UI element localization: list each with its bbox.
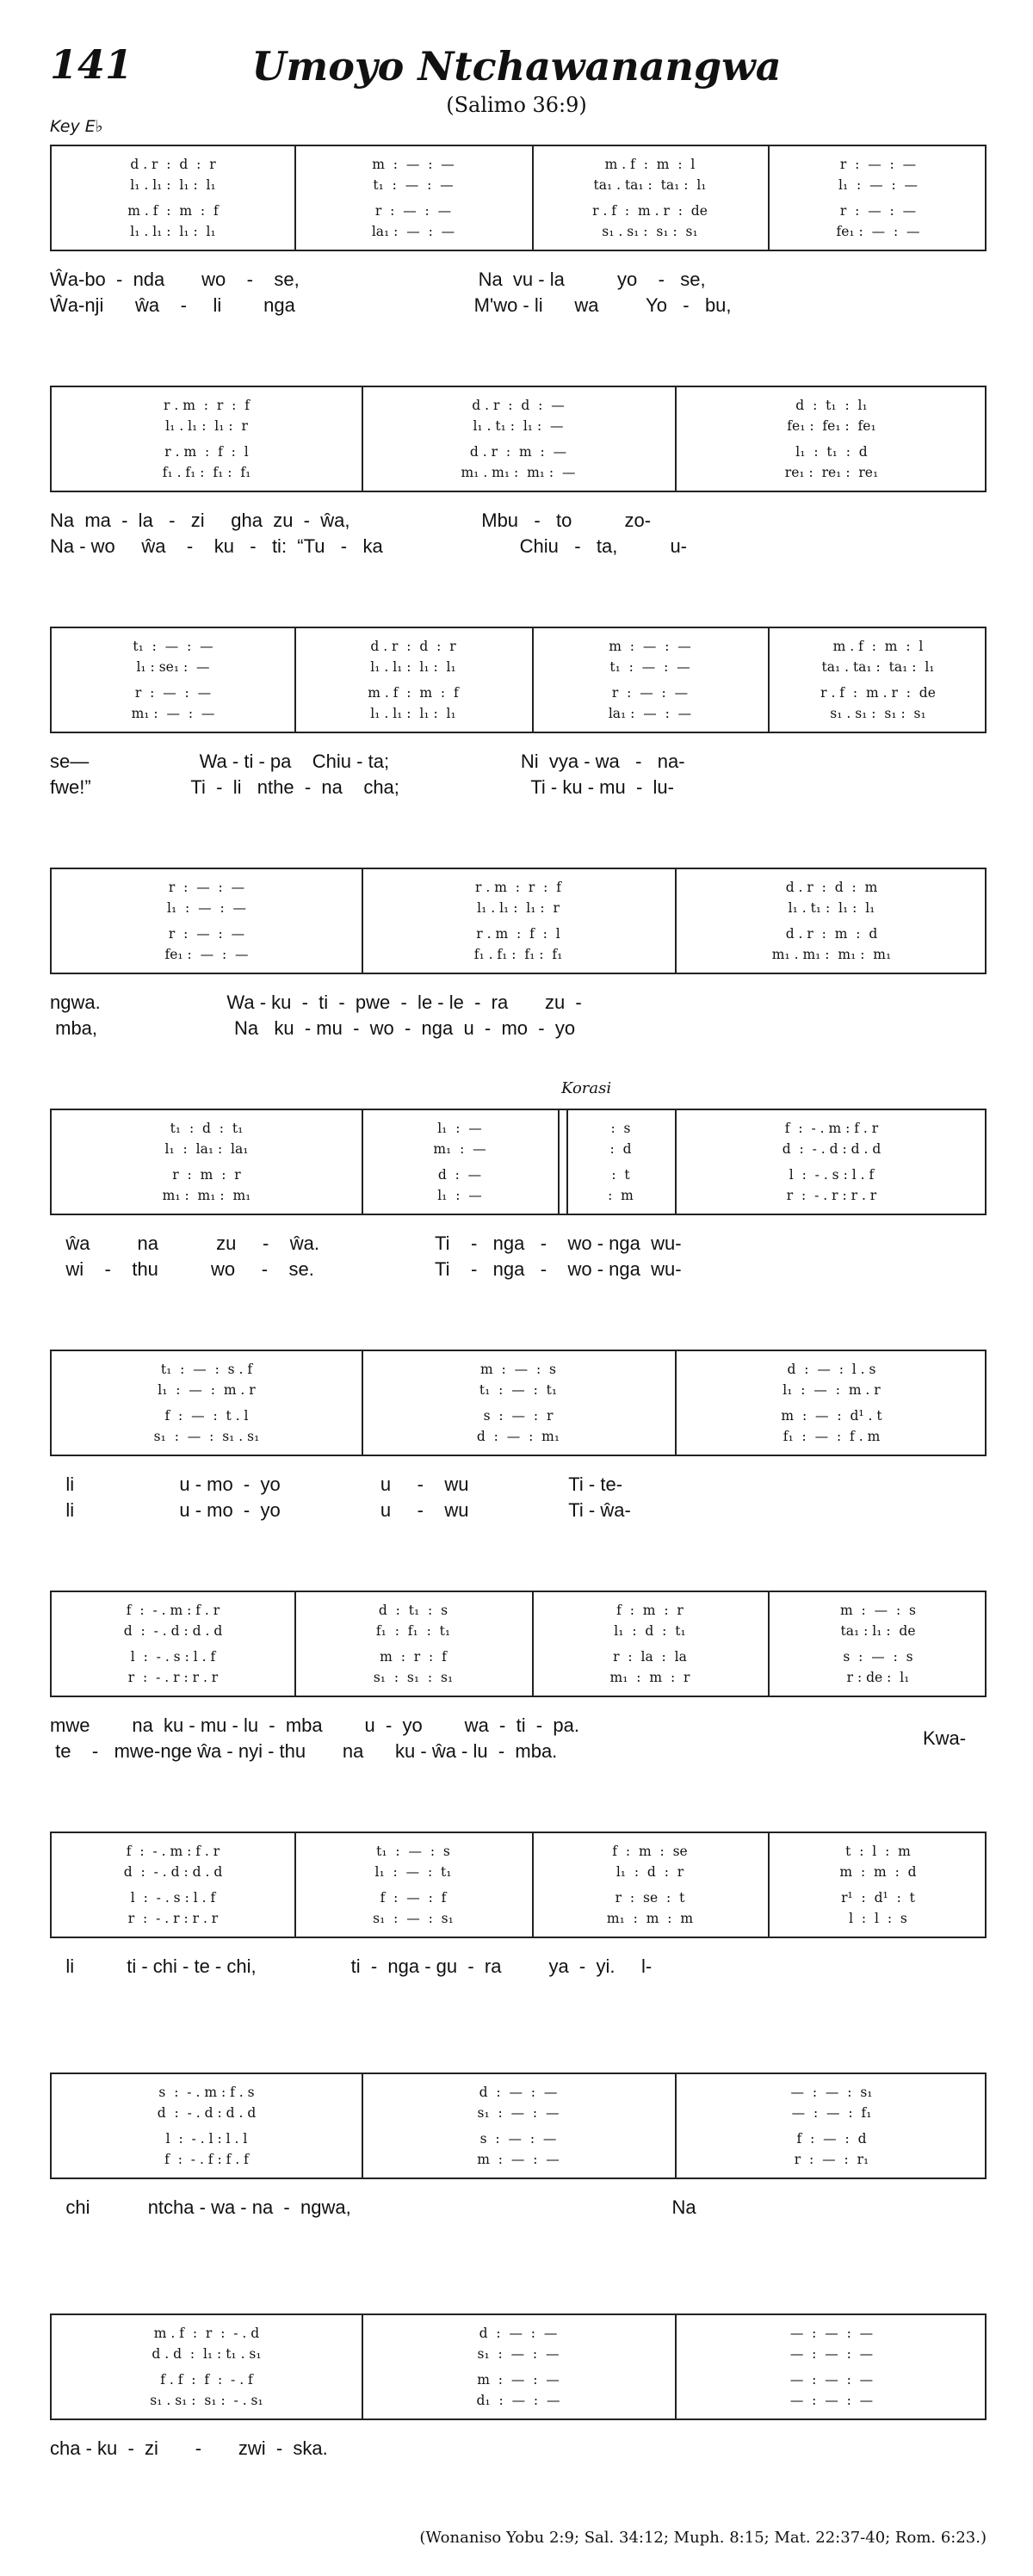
solfa-part: s₁ . s₁ : s₁ : s₁ [830, 705, 926, 721]
lyric-line: wi - thu wo - se. Ti - nga - wo - nga wu- [50, 1258, 682, 1280]
solfa-part: l₁ . t₁ : l₁ : — [473, 417, 564, 434]
solfa-part: f : - . f : f . f [164, 2151, 249, 2167]
measure [374, 387, 663, 491]
solfa-part: m₁ . m₁ : m₁ : — [461, 464, 576, 480]
measure [544, 628, 756, 732]
solfa-part: m₁ : — : — [131, 705, 215, 721]
measure [687, 1351, 976, 1455]
solfa-part: l₁ . l₁ : l₁ : l₁ [370, 658, 456, 675]
solfa-part: f : m : r [616, 1602, 684, 1618]
bar-line [362, 387, 363, 491]
measure [687, 2074, 976, 2178]
solfa-part: l₁ : — [437, 1120, 482, 1136]
solfa-part: s : — : s [843, 1648, 913, 1665]
solfa-part: d . r : d : m [785, 879, 878, 895]
bar-line [294, 1833, 296, 1937]
solfa-part: d . r : d : — [472, 397, 565, 413]
solfa-part: r . m : r : f [164, 397, 250, 413]
solfa-part: f : m : se [612, 1843, 688, 1859]
solfa-part: re₁ : re₁ : re₁ [784, 464, 879, 480]
solfa-part: m : — : s [839, 1602, 916, 1618]
solfa-part: r : — : — [134, 684, 212, 701]
solfa-part: s₁ : — : s₁ . s₁ [153, 1428, 260, 1444]
bar-line [675, 387, 677, 491]
score-system [50, 386, 987, 492]
solfa-part: d : - . d : d . d [157, 2104, 257, 2121]
solfa-part: m : — : s [479, 1361, 556, 1377]
solfa-part: m₁ : m : m [606, 1910, 694, 1926]
solfa-part: d : — : l . s [787, 1361, 876, 1377]
solfa-part: — : — : s₁ [790, 2084, 873, 2100]
solfa-part: l₁ . l₁ : l₁ : l₁ [370, 705, 456, 721]
measure [780, 146, 976, 250]
solfa-part: r : — : — [611, 684, 689, 701]
measure [306, 1592, 520, 1696]
solfa-part: s : — : r [483, 1407, 554, 1424]
measure [374, 869, 663, 973]
solfa-part: r . m : r : f [475, 879, 561, 895]
measure [64, 1110, 349, 1214]
score-system [50, 868, 987, 974]
solfa-part: fe₁ : fe₁ : fe₁ [787, 417, 876, 434]
bar-line [362, 1351, 363, 1455]
solfa-part: s₁ . s₁ : s₁ : - . s₁ [150, 2392, 263, 2408]
solfa-part: m : — : — [609, 638, 691, 654]
solfa-part: f : — : d [796, 2130, 867, 2147]
solfa-part: r . f : m . r : de [592, 202, 708, 219]
measure [374, 2074, 663, 2178]
lyric-line: chi ntcha - wa - na - ngwa, Na [50, 2196, 696, 2218]
solfa-part: ta₁ . ta₁ : ta₁ : l₁ [593, 176, 707, 193]
measure [374, 1351, 663, 1455]
solfa-part: l : - . l : l . l [165, 2130, 248, 2147]
solfa-part: m . f : m : l [832, 638, 924, 654]
solfa-part: r : — : — [839, 156, 917, 172]
solfa-part: d . d : l₁ : t₁ . s₁ [152, 2345, 262, 2362]
solfa-part: d : t₁ : s [378, 1602, 448, 1618]
solfa-part: r . m : f : l [476, 925, 560, 942]
solfa-part: — : — : — [789, 2325, 874, 2341]
lyric-line: ŵa na zu - ŵa. Ti - nga - wo - nga wu- [50, 1232, 682, 1254]
lyric-line: fwe!” Ti - li nthe - na cha; Ti - ku - mu - lu- [50, 776, 674, 798]
solfa-part: f . f : f : - . f [160, 2371, 253, 2388]
solfa-part: r : la : la [613, 1648, 687, 1665]
solfa-part: l₁ : se₁ : — [136, 658, 210, 675]
bar-line [558, 1110, 560, 1214]
solfa-part: m : — : — [372, 156, 455, 172]
solfa-part: d : t₁ : l₁ [795, 397, 868, 413]
solfa-part: d . r : m : — [469, 443, 567, 460]
solfa-part: m : — : d¹ . t [781, 1407, 882, 1424]
measure [306, 1833, 520, 1937]
solfa-part: r : — : — [839, 202, 917, 219]
bar-line [532, 1833, 534, 1937]
solfa-part: l₁ . l₁ : l₁ : l₁ [130, 176, 216, 193]
bar-line [532, 146, 534, 250]
solfa-part: d : — : m₁ [476, 1428, 560, 1444]
solfa-part: l₁ : la₁ : la₁ [164, 1140, 249, 1157]
solfa-part: r : — : — [168, 879, 245, 895]
solfa-part: d . r : d : r [370, 638, 456, 654]
measure [780, 1592, 976, 1696]
solfa-part: l₁ : — : m . r [782, 1381, 881, 1398]
measure [687, 869, 976, 973]
solfa-part: la₁ : — : — [608, 705, 692, 721]
solfa-part: s₁ : — : s₁ [373, 1910, 454, 1926]
solfa-part: m . f : m : l [604, 156, 696, 172]
solfa-part: l₁ . l₁ : l₁ : r [477, 899, 560, 916]
bar-line [768, 1833, 770, 1937]
solfa-part: l : - . s : l . f [130, 1648, 216, 1665]
solfa-part: f₁ : — : f . m [782, 1428, 881, 1444]
score-system [50, 627, 987, 733]
lyric-line: cha - ku - zi - zwi - ska. [50, 2437, 328, 2459]
solfa-part: l : l : s [849, 1910, 907, 1926]
solfa-part: d : - . d : d . d [782, 1140, 881, 1157]
bar-line [532, 628, 534, 732]
lyric-line: ngwa. Wa - ku - ti - pwe - le - le - ra zu - [50, 991, 582, 1013]
solfa-part: r : se : t [615, 1889, 685, 1906]
solfa-part: l₁ : — : — [838, 176, 919, 193]
solfa-part: d : — [437, 1166, 482, 1183]
solfa-part: m₁ : m : r [609, 1669, 690, 1685]
solfa-part: m . f : m : f [368, 684, 459, 701]
solfa-part: f₁ . f₁ : f₁ : f₁ [473, 946, 563, 962]
solfa-part: r : — : — [374, 202, 452, 219]
solfa-part: m . f : r : - . d [153, 2325, 260, 2341]
bar-line [768, 1592, 770, 1696]
solfa-part: f : — : t . l [164, 1407, 249, 1424]
measure [306, 628, 520, 732]
measure [64, 1351, 349, 1455]
solfa-part: : m [608, 1187, 634, 1203]
bar-line [362, 869, 363, 973]
measure [64, 1592, 282, 1696]
solfa-part: d . r : m : d [785, 925, 878, 942]
solfa-part: f : — : f [380, 1889, 447, 1906]
solfa-part: m₁ : — [433, 1140, 486, 1157]
chorus-label: Korasi [561, 1079, 612, 1097]
measure [544, 1592, 756, 1696]
score-system [50, 2313, 987, 2420]
scripture-references: (Wonaniso Yobu 2:9; Sal. 34:12; Muph. 8:15; Mat. 22:37-40; Rom. 6:23.) [419, 2529, 987, 2547]
bar-line [768, 628, 770, 732]
solfa-part: ta₁ . ta₁ : ta₁ : l₁ [821, 658, 935, 675]
solfa-part: — : — : — [789, 2345, 874, 2362]
solfa-part: r : - . r : r . r [786, 1187, 877, 1203]
lyric-line: Na - wo ŵa - ku - ti: “Tu - ka Chiu - ta, u- [50, 535, 688, 557]
solfa-part: d : - . d : d . d [123, 1863, 223, 1880]
bar-line [532, 1592, 534, 1696]
solfa-part: — : — : — [789, 2392, 874, 2408]
solfa-part: t₁ : — : — [133, 638, 213, 654]
solfa-part: m . f : m : f [127, 202, 219, 219]
solfa-part: ta₁ : l₁ : de [840, 1622, 916, 1639]
solfa-part: t : l : m [845, 1843, 911, 1859]
measure [687, 2315, 976, 2418]
measure [578, 1110, 663, 1214]
solfa-part: s₁ : s₁ : s₁ [373, 1669, 454, 1685]
solfa-part: d : - . d : d . d [123, 1622, 223, 1639]
lyric-line: Na ma - la - zi gha zu - ŵa, Mbu - to zo- [50, 510, 652, 531]
solfa-part: d : — : — [479, 2084, 558, 2100]
bar-line [675, 2074, 677, 2178]
score-system [50, 145, 987, 251]
lyric-line: mba, Na ku - mu - wo - nga u - mo - yo [50, 1017, 576, 1039]
solfa-part: l₁ : — : t₁ [374, 1863, 452, 1880]
solfa-part: r . m : f : l [164, 443, 249, 460]
bar-line [362, 1110, 363, 1214]
measure [64, 2315, 349, 2418]
score-system [50, 1832, 987, 1938]
bar-line [294, 146, 296, 250]
solfa-part: m : m : d [839, 1863, 917, 1880]
measure [780, 628, 976, 732]
solfa-part: t₁ : — : t₁ [479, 1381, 558, 1398]
measure [780, 1833, 976, 1937]
solfa-part: s : — : — [479, 2130, 557, 2147]
solfa-part: l₁ : d : r [615, 1863, 684, 1880]
solfa-part: m₁ : m₁ : m₁ [162, 1187, 251, 1203]
solfa-part: r¹ : d¹ : t [841, 1889, 915, 1906]
score-system [50, 1591, 987, 1697]
solfa-part: l₁ : — [437, 1187, 482, 1203]
solfa-part: r : - . r : r . r [127, 1910, 219, 1926]
bar-line [675, 1110, 677, 1214]
key-signature: Key E♭ [50, 117, 103, 136]
measure [64, 628, 282, 732]
lyric-line: Ŵa-nji ŵa - li nga M'wo - li wa Yo - bu, [50, 294, 732, 316]
bar-line [675, 2315, 677, 2418]
measure [64, 869, 349, 973]
lyric-line: li u - mo - yo u - wu Ti - te- [50, 1473, 623, 1495]
solfa-part: l₁ . l₁ : l₁ : r [165, 417, 248, 434]
solfa-part: r : - . r : r . r [127, 1669, 219, 1685]
solfa-part: d : — : — [479, 2325, 558, 2341]
solfa-part: la₁ : — : — [371, 223, 455, 239]
bar-line [768, 146, 770, 250]
solfa-part: d . r : d : r [130, 156, 216, 172]
measure [374, 2315, 663, 2418]
solfa-part: f₁ . f₁ : f₁ : f₁ [162, 464, 251, 480]
measure [544, 1833, 756, 1937]
lyric-line: se— Wa - ti - pa Chiu - ta; Ni vya - wa - na- [50, 751, 685, 772]
solfa-part: l₁ : t₁ : d [795, 443, 868, 460]
solfa-part: m₁ . m₁ : m₁ : m₁ [771, 946, 892, 962]
solfa-part: l₁ : d : t₁ [614, 1622, 686, 1639]
solfa-part: t₁ : — : — [373, 176, 454, 193]
lyric-line: te - mwe-nge ŵa - nyi - thu na ku - ŵa - lu - mba. [50, 1740, 558, 1762]
solfa-part: l : - . s : l . f [130, 1889, 216, 1906]
hymn-number: 141 [50, 41, 133, 88]
measure [64, 146, 282, 250]
solfa-part: s₁ . s₁ : s₁ : s₁ [602, 223, 698, 239]
lyric-line: li u - mo - yo u - wu Ti - ŵa- [50, 1499, 631, 1521]
solfa-part: r : — : r₁ [794, 2151, 869, 2167]
lyric-line: mwe na ku - mu - lu - mba u - yo wa - ti - pa. [50, 1714, 579, 1736]
bar-line [675, 1351, 677, 1455]
solfa-part: f₁ : f₁ : t₁ [375, 1622, 451, 1639]
hymn-subtitle: (Salimo 36:9) [446, 93, 587, 117]
solfa-part: f : - . m : f . r [784, 1120, 879, 1136]
solfa-part: l₁ . t₁ : l₁ : l₁ [788, 899, 875, 916]
lyric-line: li ti - chi - te - chi, ti - nga - gu - ra ya - yi. l- [50, 1955, 653, 1977]
solfa-part: : s [610, 1120, 631, 1136]
solfa-part: f : - . m : f . r [126, 1843, 220, 1859]
solfa-part: r : de : l₁ [846, 1669, 910, 1685]
solfa-part: fe₁ : — : — [836, 223, 920, 239]
score-system [50, 2073, 987, 2179]
measure [544, 146, 756, 250]
solfa-part: m : — : — [477, 2371, 560, 2388]
solfa-part: — : — : f₁ [791, 2104, 872, 2121]
solfa-part: m : — : — [477, 2151, 560, 2167]
solfa-part: s₁ : — : — [477, 2104, 560, 2121]
solfa-part: l₁ . l₁ : l₁ : l₁ [130, 223, 216, 239]
solfa-part: r : — : — [168, 925, 245, 942]
solfa-part: s₁ : — : — [477, 2345, 560, 2362]
score-system [50, 1109, 987, 1215]
solfa-part: m : r : f [380, 1648, 447, 1665]
solfa-part: — : — : — [789, 2371, 874, 2388]
measure [687, 387, 976, 491]
solfa-part: l : - . s : l . f [789, 1166, 875, 1183]
hymn-title: Umoyo Ntchawanangwa [251, 43, 782, 90]
measure [64, 2074, 349, 2178]
solfa-part: l₁ : — : — [166, 899, 247, 916]
measure [687, 1110, 976, 1214]
solfa-part: f : - . m : f . r [126, 1602, 220, 1618]
lyric-continuation: Kwa- [923, 1727, 967, 1749]
solfa-part: t₁ : d : t₁ [170, 1120, 244, 1136]
solfa-part: l₁ : — : m . r [158, 1381, 256, 1398]
bar-line [362, 2074, 363, 2178]
solfa-part: s : - . m : f . s [158, 2084, 255, 2100]
bar-line [294, 628, 296, 732]
solfa-part: fe₁ : — : — [164, 946, 249, 962]
solfa-part: : d [609, 1140, 632, 1157]
bar-line [362, 2315, 363, 2418]
bar-line [675, 869, 677, 973]
measure [306, 146, 520, 250]
bar-line [294, 1592, 296, 1696]
measure [64, 1833, 282, 1937]
measure [374, 1110, 546, 1214]
lyric-line: Ŵa-bo - nda wo - se, Na vu - la yo - se, [50, 269, 706, 290]
solfa-part: t₁ : — : s [376, 1843, 450, 1859]
measure [64, 387, 349, 491]
solfa-part: r . f : m . r : de [820, 684, 936, 701]
solfa-part: t₁ : — : s . f [160, 1361, 253, 1377]
bar-line [566, 1110, 568, 1214]
solfa-part: d₁ : — : — [476, 2392, 560, 2408]
solfa-part: : t [611, 1166, 630, 1183]
score-system [50, 1350, 987, 1456]
solfa-part: r : m : r [172, 1166, 241, 1183]
solfa-part: t₁ : — : — [609, 658, 690, 675]
